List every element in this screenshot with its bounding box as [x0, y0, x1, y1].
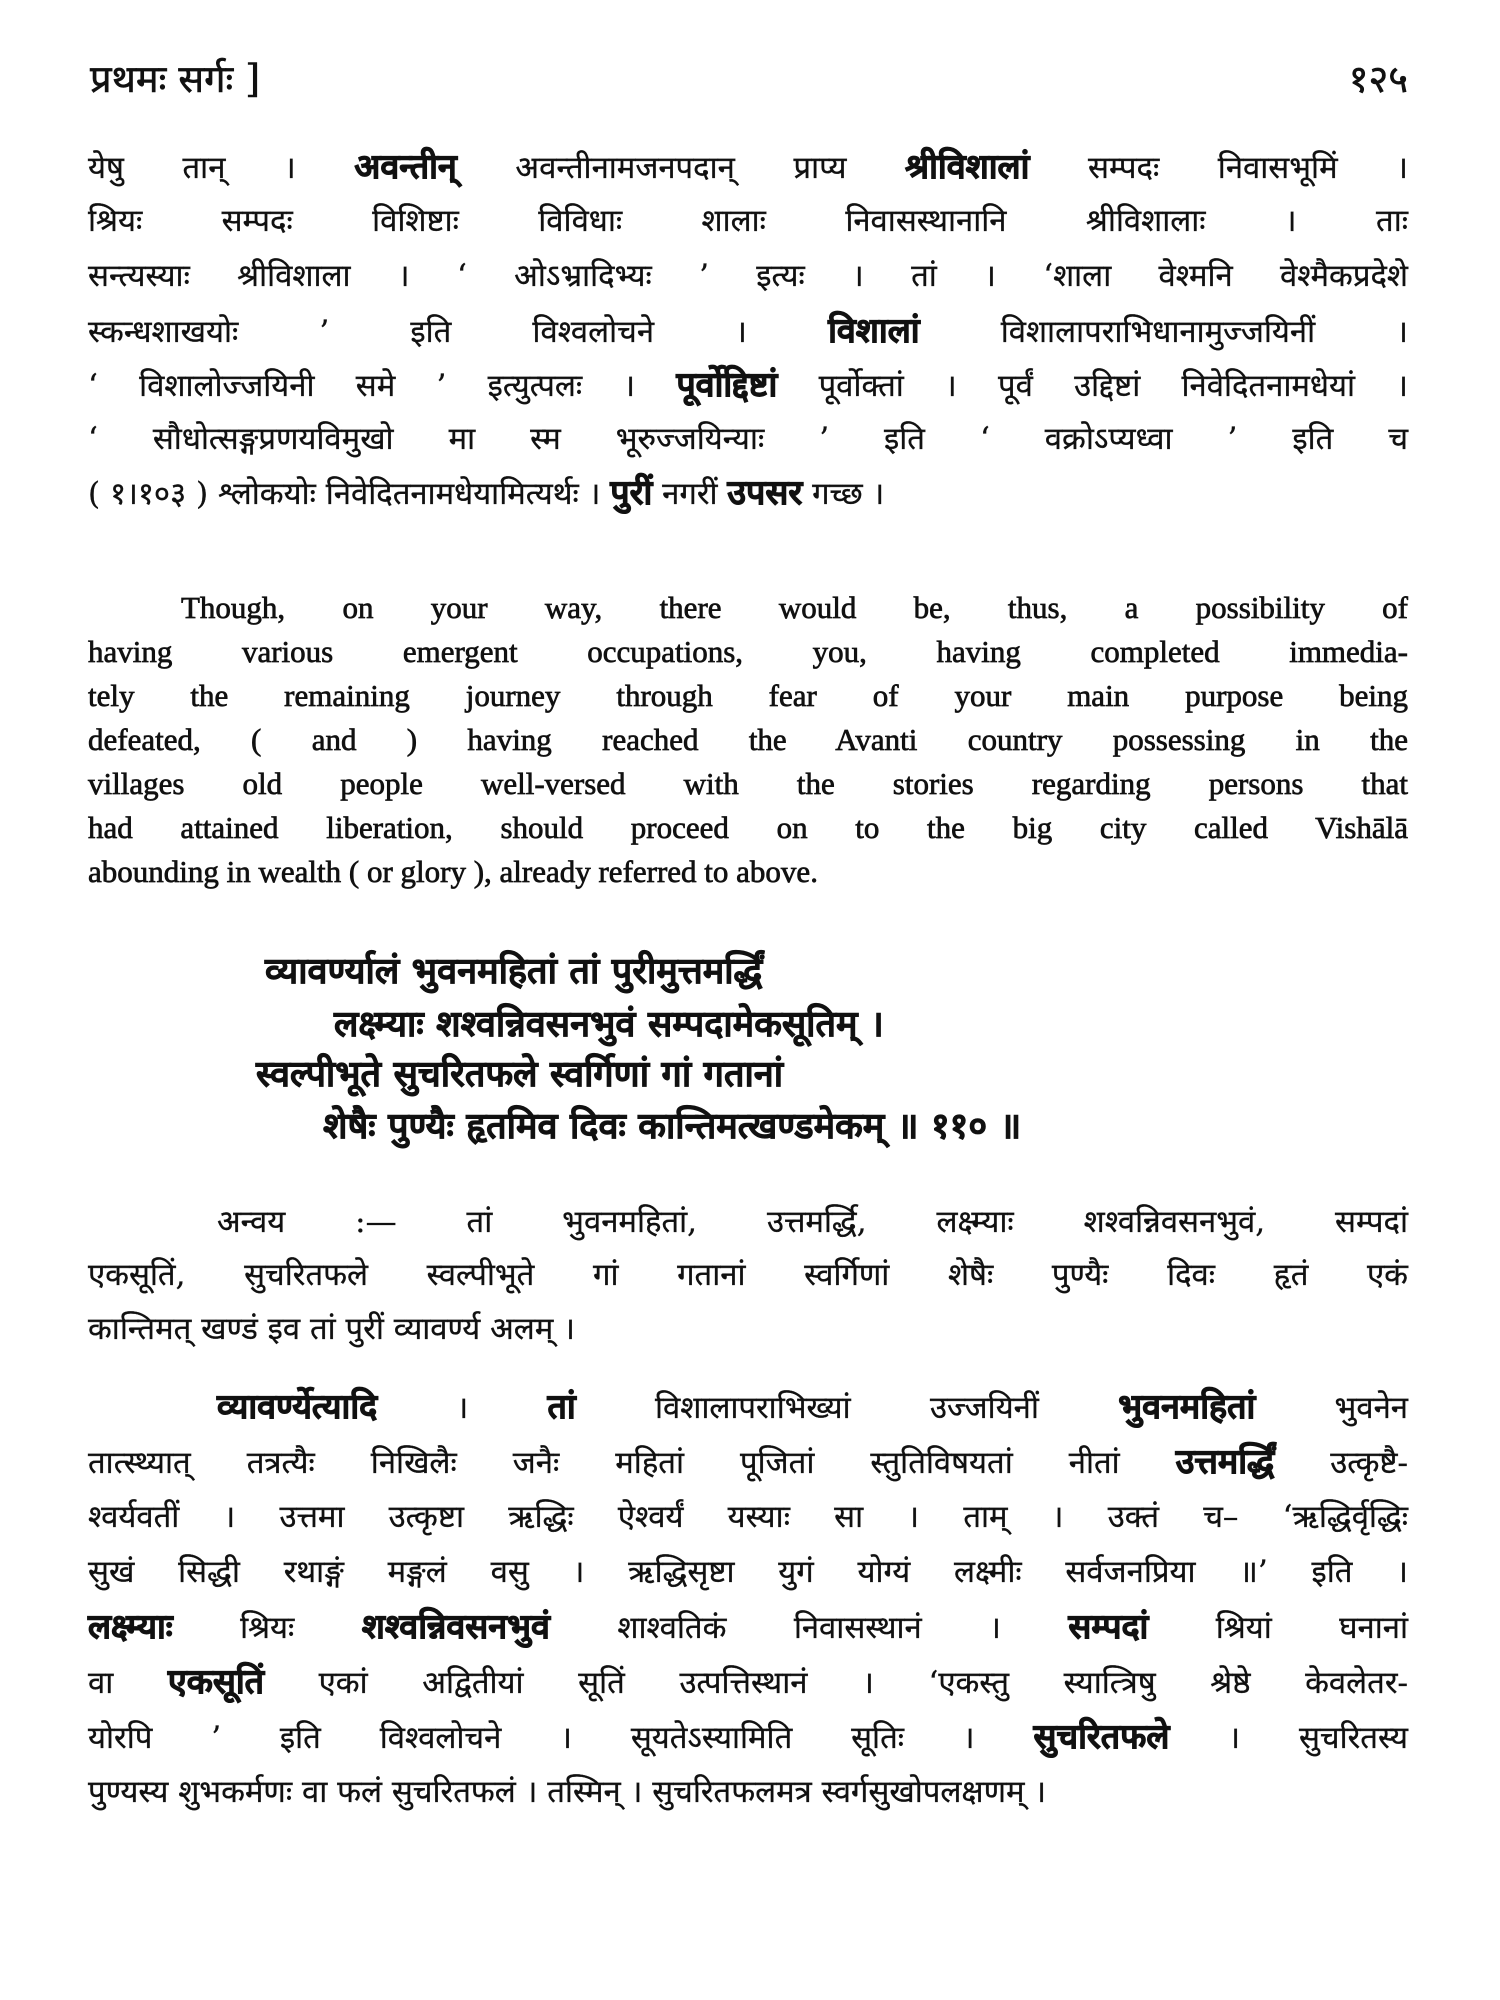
text-segment: सुखं सिद्धी रथाङ्गं मङ्गलं वसु । ऋद्धिसृष्टा युगं योग्यं लक्ष्मीः सर्वजनप्रिया ॥’ इति । — [88, 1554, 1408, 1590]
text-segment: भुवनेन — [1255, 1390, 1408, 1426]
headword: सम्पदां — [1068, 1607, 1149, 1647]
headword: व्यावर्ण्येत्यादि — [217, 1387, 378, 1427]
translation-line: villages old people well-versed with the stories regarding persons that — [88, 766, 1408, 801]
translation-line: abounding in wealth ( or glory ), already referred to above. — [88, 854, 818, 889]
text-line — [217, 1380, 1408, 1434]
text-segment: ‘ विशालोज्जयिनी समे ’ इत्युत्पलः । — [88, 368, 677, 404]
text-segment: एकां अद्वितीयां सूतिं उत्पत्तिस्थानं । ‘एकस्तु स्यात्त्रिषु श्रेष्ठे केवलेतर- — [264, 1665, 1408, 1701]
text-line — [88, 466, 1408, 520]
text-segment: गच्छ । — [802, 476, 885, 512]
text-line — [88, 1765, 1408, 1819]
text-segment: श्रियः सम्पदः विशिष्टाः विविधाः शालाः निवासस्थानानि श्रीविशालाः । ताः — [88, 203, 1408, 239]
translation-line: had attained liberation, should proceed on to the big city called Vishālā — [88, 810, 1408, 845]
text-segment: योरपि ’ इति विश्वलोचने । सूयतेऽस्यामिति सूतिः । — [88, 1720, 1034, 1756]
translation-line: defeated, ( and ) having reached the Avanti country possessing in the — [88, 722, 1408, 757]
headword: उपसर — [727, 473, 803, 513]
text-segment: येषु तान् । — [88, 150, 355, 186]
translation-line: Though, on your way, there would be, thus, a possibility of — [181, 590, 1408, 625]
headword: तां — [547, 1387, 576, 1427]
text-segment: उत्कृष्टै- — [1274, 1445, 1408, 1481]
text-line — [88, 412, 1408, 466]
text-segment: अवन्तीनामजनपदान् प्राप्य — [456, 150, 906, 186]
text-segment: तात्स्थ्यात् तत्रत्यैः निखिलैः जनैः महितां पूजितां स्तुतिविषयतां नीतां — [88, 1445, 1176, 1481]
text-segment: स्कन्धशाखयोः ’ इति विश्वलोचने । — [88, 314, 829, 350]
headword: सुचरितफले — [1033, 1717, 1170, 1757]
text-segment: । सुचरितस्य — [1169, 1720, 1409, 1756]
text-segment: सन्त्यस्याः श्रीविशाला । ‘ ओऽभ्रादिभ्यः ’ इत्यः । तां । ‘शाला वेश्मनि वेश्मैकप्रदेशे — [88, 258, 1408, 294]
headword: एकसूतिं — [167, 1662, 265, 1702]
text-segment: एकसूतिं, सुचरितफले स्वल्पीभूते गां गतानां स्वर्गिणां शेषैः पुण्यैः दिवः हृतं एकं — [88, 1257, 1408, 1293]
headword: अवन्तीन् — [354, 147, 457, 187]
text-segment: विशालापराभिख्यां उज्जयिनीं — [575, 1390, 1119, 1426]
text-line — [88, 1655, 1408, 1709]
text-segment: । — [377, 1390, 548, 1426]
headword: पुरीं — [610, 473, 653, 513]
text-line — [88, 249, 1408, 303]
headword: भुवनमहितां — [1118, 1387, 1256, 1427]
text-segment: नगरीं — [652, 476, 728, 512]
translation-line: tely the remaining journey through fear of your main purpose being — [88, 678, 1408, 713]
text-line — [88, 1490, 1408, 1544]
translation-line: having various emergent occupations, you, having completed immedia- — [88, 634, 1408, 669]
text-line — [88, 304, 1408, 358]
verse-line: शेषैः पुण्यैः हृतमिव दिवः कान्तिमत्खण्डमेकम् ॥ ११० ॥ — [323, 1105, 1022, 1147]
text-line — [88, 1710, 1408, 1764]
text-line — [88, 1435, 1408, 1489]
text-line — [88, 1248, 1408, 1302]
text-segment: ( १।१०३ ) श्लोकयोः निवेदितनामधेयामित्यर्थः । — [88, 476, 611, 512]
text-line — [88, 1302, 1408, 1356]
text-segment: विशालापराभिधानामुज्जयिनीं । — [919, 314, 1408, 350]
headword: विशालां — [828, 311, 920, 351]
text-segment: सम्पदः निवासभूमिं । — [1029, 150, 1408, 186]
verse-line: स्वल्पीभूते सुचरितफले स्वर्गिणां गां गतानां — [256, 1053, 784, 1095]
text-segment: शाश्वतिकं निवासस्थानं । — [549, 1610, 1069, 1646]
text-segment: श्रियां घनानां — [1148, 1610, 1408, 1646]
text-segment: श्वर्यवतीं । उत्तमा उत्कृष्टा ऋद्धिः ऐश्वर्यं यस्याः सा । ताम् । उक्तं च– ‘ऋद्धिर्वृद्धिः — [88, 1499, 1408, 1535]
running-header: प्रथमः सर्गः ] — [90, 57, 261, 101]
text-segment: पूर्वोक्तां । पूर्वं उद्दिष्टां निवेदितनामधेयां । — [777, 368, 1408, 404]
text-line — [217, 1195, 1408, 1249]
text-line — [88, 1600, 1408, 1654]
headword: लक्ष्म्याः — [88, 1607, 173, 1647]
headword: उत्तमर्द्धिं — [1175, 1442, 1275, 1482]
text-line — [88, 194, 1408, 248]
text-line — [88, 140, 1408, 194]
headword: पूर्वोद्दिष्टां — [676, 365, 778, 405]
headword: श्रीविशालां — [905, 147, 1030, 187]
text-segment: श्रियः — [172, 1610, 362, 1646]
page-number: १२५ — [1348, 57, 1408, 101]
text-line — [88, 1545, 1408, 1599]
text-line — [88, 358, 1408, 412]
verse-line: व्यावर्ण्यालं भुवनमहितां तां पुरीमुत्तमर्द्धिं — [265, 950, 763, 992]
verse-line: लक्ष्म्याः शश्वन्निवसनभुवं सम्पदामेकसूतिम् । — [334, 1003, 884, 1045]
text-segment: अन्वय :— तां भुवनमहितां, उत्तमर्द्धि, लक्ष्म्याः शश्वन्निवसनभुवं, सम्पदां — [217, 1204, 1408, 1240]
text-segment: वा — [88, 1665, 168, 1701]
text-segment: ‘ सौधोत्सङ्गप्रणयविमुखो मा स्म भूरुज्जयिन्याः ’ इति ‘ वक्रोऽप्यध्वा ’ इति च — [88, 421, 1408, 457]
text-segment: कान्तिमत् खण्डं इव तां पुरीं व्यावर्ण्य अलम् । — [88, 1311, 575, 1347]
text-segment: पुण्यस्य शुभकर्मणः वा फलं सुचरितफलं । तस्मिन् । सुचरितफलमत्र स्वर्गसुखोपलक्षणम् । — [88, 1774, 1047, 1810]
headword: शश्वन्निवसनभुवं — [361, 1607, 550, 1647]
